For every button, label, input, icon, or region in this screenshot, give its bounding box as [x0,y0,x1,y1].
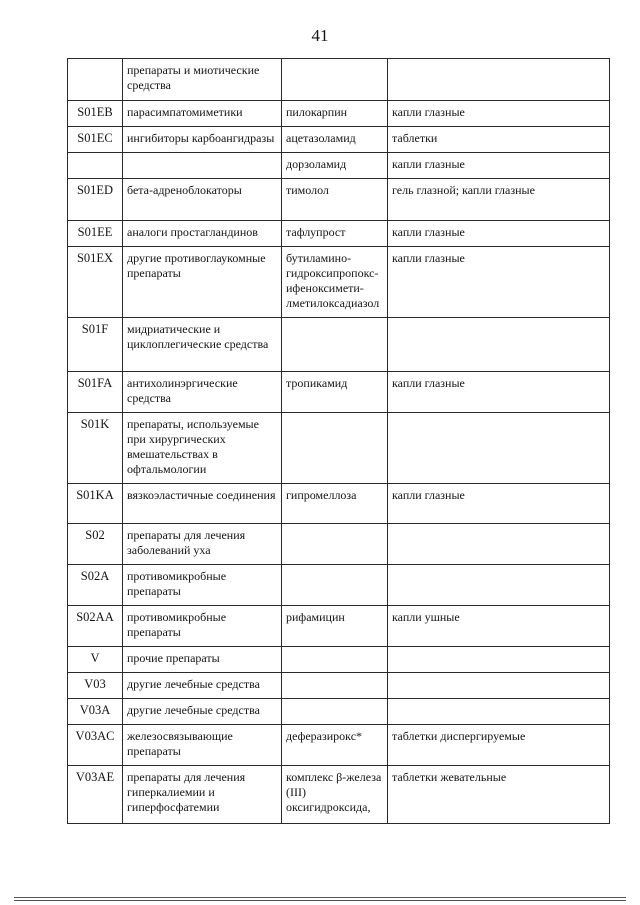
cell-code: S02AA [68,606,123,647]
cell-drug: тафлупрост [282,221,388,247]
cell-form: капли глазные [388,101,610,127]
cell-code: S01EX [68,247,123,318]
table-body [68,59,610,824]
cell-drug [282,673,388,699]
cell-form [388,699,610,725]
cell-form [388,673,610,699]
cell-form: капли глазные [388,484,610,524]
cell-form: гель глазной; капли глазные [388,179,610,221]
table-row [68,673,610,699]
table-row [68,565,610,606]
cell-form: капли глазные [388,153,610,179]
cell-drug: ацетазоламид [282,127,388,153]
cell-form: таблетки жевательные [388,766,610,824]
cell-group: ингибиторы карбоангидразы [123,127,282,153]
cell-code: S01EC [68,127,123,153]
table-row [68,606,610,647]
page-number: 41 [311,26,329,45]
cell-drug: гипромеллоза [282,484,388,524]
cell-code: S01K [68,413,123,484]
cell-drug: тимолол [282,179,388,221]
cell-group: другие противоглаукомные препараты [123,247,282,318]
cell-form: таблетки диспергируемые [388,725,610,766]
cell-group: парасимпатомиметики [123,101,282,127]
cell-code [68,59,123,101]
cell-group: препараты для лечения гиперкалиемии и гиперфосфатемии [123,766,282,824]
cell-group: другие лечебные средства [123,699,282,725]
cell-form [388,565,610,606]
cell-code: S01KA [68,484,123,524]
cell-code: S01F [68,318,123,372]
cell-group: препараты, используемые при хирургических вмешательствах в офтальмологии [123,413,282,484]
cell-form [388,59,610,101]
cell-drug [282,524,388,565]
cell-group: аналоги простагландинов [123,221,282,247]
table-row [68,247,610,318]
cell-form [388,524,610,565]
table-row [68,524,610,565]
cell-code: V03AC [68,725,123,766]
cell-code: V03 [68,673,123,699]
bottom-rule [14,897,626,898]
cell-group: препараты для лечения заболеваний уха [123,524,282,565]
cell-drug [282,699,388,725]
cell-form: капли глазные [388,221,610,247]
cell-code [68,153,123,179]
table-row [68,127,610,153]
cell-drug: деферазирокс* [282,725,388,766]
cell-drug: бутиламино- гидроксипропокс- ифеноксимети- лметилоксадиазол [282,247,388,318]
cell-code: S01EB [68,101,123,127]
cell-group: бета-адреноблокаторы [123,179,282,221]
cell-drug: дорзоламид [282,153,388,179]
cell-code: S01FA [68,372,123,413]
table-row [68,725,610,766]
bottom-rule-2 [14,900,626,901]
cell-group: мидриатические и циклоплегические средства [123,318,282,372]
cell-group: другие лечебные средства [123,673,282,699]
cell-group [123,153,282,179]
cell-drug: тропикамид [282,372,388,413]
cell-drug [282,59,388,101]
drug-table [67,58,610,824]
cell-drug: пилокарпин [282,101,388,127]
cell-form [388,413,610,484]
table-row [68,318,610,372]
table-row [68,179,610,221]
table-row [68,101,610,127]
cell-drug [282,565,388,606]
table-row [68,647,610,673]
cell-group: вязкоэластичные соединения [123,484,282,524]
cell-form: капли ушные [388,606,610,647]
table-row [68,153,610,179]
cell-group: прочие препараты [123,647,282,673]
cell-drug [282,413,388,484]
cell-group: железосвязывающие препараты [123,725,282,766]
cell-code: S01ED [68,179,123,221]
table-row [68,221,610,247]
cell-code: V [68,647,123,673]
cell-group: антихолинэргические средства [123,372,282,413]
cell-drug [282,647,388,673]
cell-drug [282,318,388,372]
table-row [68,372,610,413]
cell-group: препараты и миотические средства [123,59,282,101]
table-row [68,413,610,484]
table-row [68,484,610,524]
cell-code: S02A [68,565,123,606]
cell-code: V03AE [68,766,123,824]
cell-code: S01EE [68,221,123,247]
cell-group: противомикробные препараты [123,606,282,647]
cell-form [388,318,610,372]
cell-code: V03A [68,699,123,725]
table-row [68,59,610,101]
cell-form: капли глазные [388,372,610,413]
cell-form: таблетки [388,127,610,153]
cell-form: капли глазные [388,247,610,318]
table-row [68,766,610,824]
cell-form [388,647,610,673]
cell-drug: комплекс β-железа (III) оксигидроксида, [282,766,388,824]
cell-drug: рифамицин [282,606,388,647]
cell-group: противомикробные препараты [123,565,282,606]
table-row [68,699,610,725]
cell-code: S02 [68,524,123,565]
